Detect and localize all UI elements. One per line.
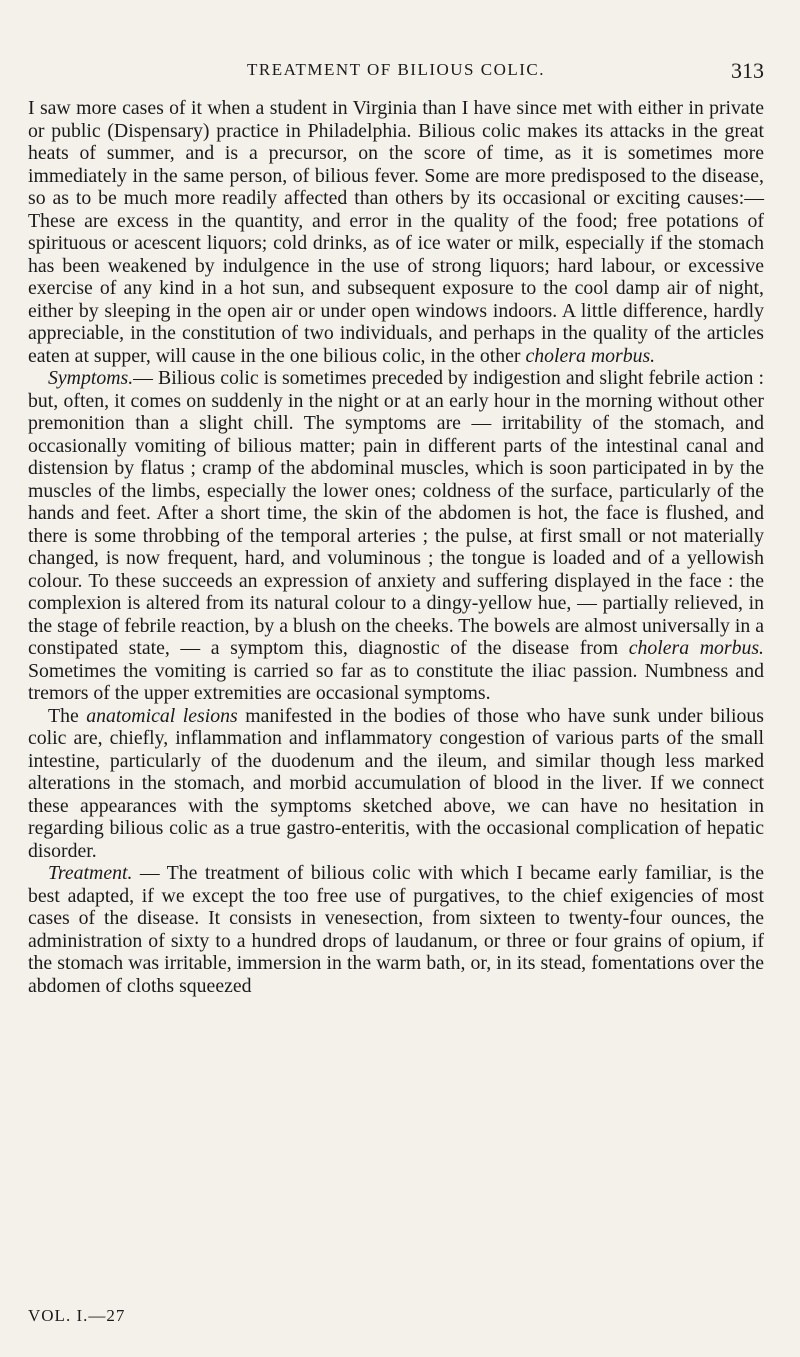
paragraph-treatment: [28, 862, 764, 997]
body-text: [28, 97, 764, 997]
paragraph-intro: [28, 97, 764, 367]
running-head: TREATMENT OF BILIOUS COLIC.: [246, 60, 546, 79]
treatment-heading: Treatment.: [48, 862, 133, 884]
cholera-morbus-term: cholera morbus.: [525, 344, 656, 367]
symptoms-text-cont: Sometimes the vomiting is carried so far as to constitute the iliac passion. Numbness and tremors of the upper extremities are occasional symptoms.: [28, 659, 764, 704]
page-header: [28, 58, 764, 88]
paragraph-symptoms: [28, 367, 764, 705]
page-number: 313: [731, 58, 764, 83]
signature-mark: VOL. I.—27: [28, 1306, 126, 1325]
cholera-morbus-term-2: cholera morbus.: [628, 637, 765, 659]
anatomical-lesions-term: anatomical lesions: [86, 704, 238, 727]
treatment-text: — The treatment of bilious colic with which I became early familiar, is the best adapted, if we except the too free use of purgatives, to the chief exigencies of most cases of the disease. It consists in venesection, from sixteen to twenty-four ounces, the administration of sixty to a hundred drops of laudanum, or three or four grains of opium, if the stomach was irritable, immersion in the warm bath, or, in its stead, fomentations over the abdomen of cloths squeezed: [28, 862, 764, 997]
paragraph-lesions: [28, 705, 764, 863]
lesions-pre: The: [48, 704, 87, 727]
symptoms-heading: Symptoms.: [48, 367, 134, 389]
lesions-text: manifested in the bodies of those who have sunk under bilious colic are, chiefly, inflammation and inflammatory congestion of various parts of the small intestine, particularly of the duodenum and the ileum, and similar though less marked alterations in the stomach, and morbid accumulation of blood in the liver. If we connect these appearances with the symptoms sketched above, we can have no hesitation in regarding bilious colic as a true gastro-enteritis, with the occasional complication of hepatic disorder.: [28, 704, 764, 862]
intro-text: I saw more cases of it when a student in Virginia than I have since met with either in private or public (Dispensary) practice in Philadelphia. Bilious colic makes its attacks in the great heats of summer, and is a precursor, on the score of time, as it is sometimes more immediately in the same person, of bilious fever. Some are more predisposed to the disease, so as to be much more readily affected than others by its occasional or exciting causes:—These are excess in the quantity, and error in the quality of the food; free potations of spirituous or acescent liquors; cold drinks, as of ice water or milk, especially if the stomach has been weakened by indulgence in the use of strong liquors; hard labour, or excessive exercise of any kind in a hot sun, and subsequent exposure to the cool damp air of night, either by sleeping in the open air or under open windows indoors. A little difference, hardly appreciable, in the constitution of two individuals, and perhaps in the quality of the articles eaten at supper, will cause in the one bilious colic, in the other: [28, 97, 764, 367]
symptoms-text: — Bilious colic is sometimes preceded by indigestion and slight febrile action : but, often, it comes on suddenly in the night or at an early hour in the morning without other premonition than a slight chill. The symptoms are — irritability of the stomach, and occasionally vomiting of bilious matter; pain in different parts of the intestinal canal and distension by flatus ; cramp of the abdominal muscles, which is soon participated in by the muscles of the limbs, especially the lower ones; coldness of the surface, particularly of the hands and feet. After a short time, the skin of the abdomen is hot, the face is flushed, and there is some throbbing of the temporal arteries ; the pulse, at first small or not materially changed, is now frequent, hard, and voluminous ; the tongue is loaded and of a yellowish colour. To these succeeds an expression of anxiety and suffering displayed in the face : the complexion is altered from its natural colour to a dingy-yellow hue, — partially relieved, in the stage of febrile reaction, by a blush on the cheeks. The bowels are almost universally in a constipated state, — a symptom this, diagnostic of the disease from: [28, 367, 764, 659]
